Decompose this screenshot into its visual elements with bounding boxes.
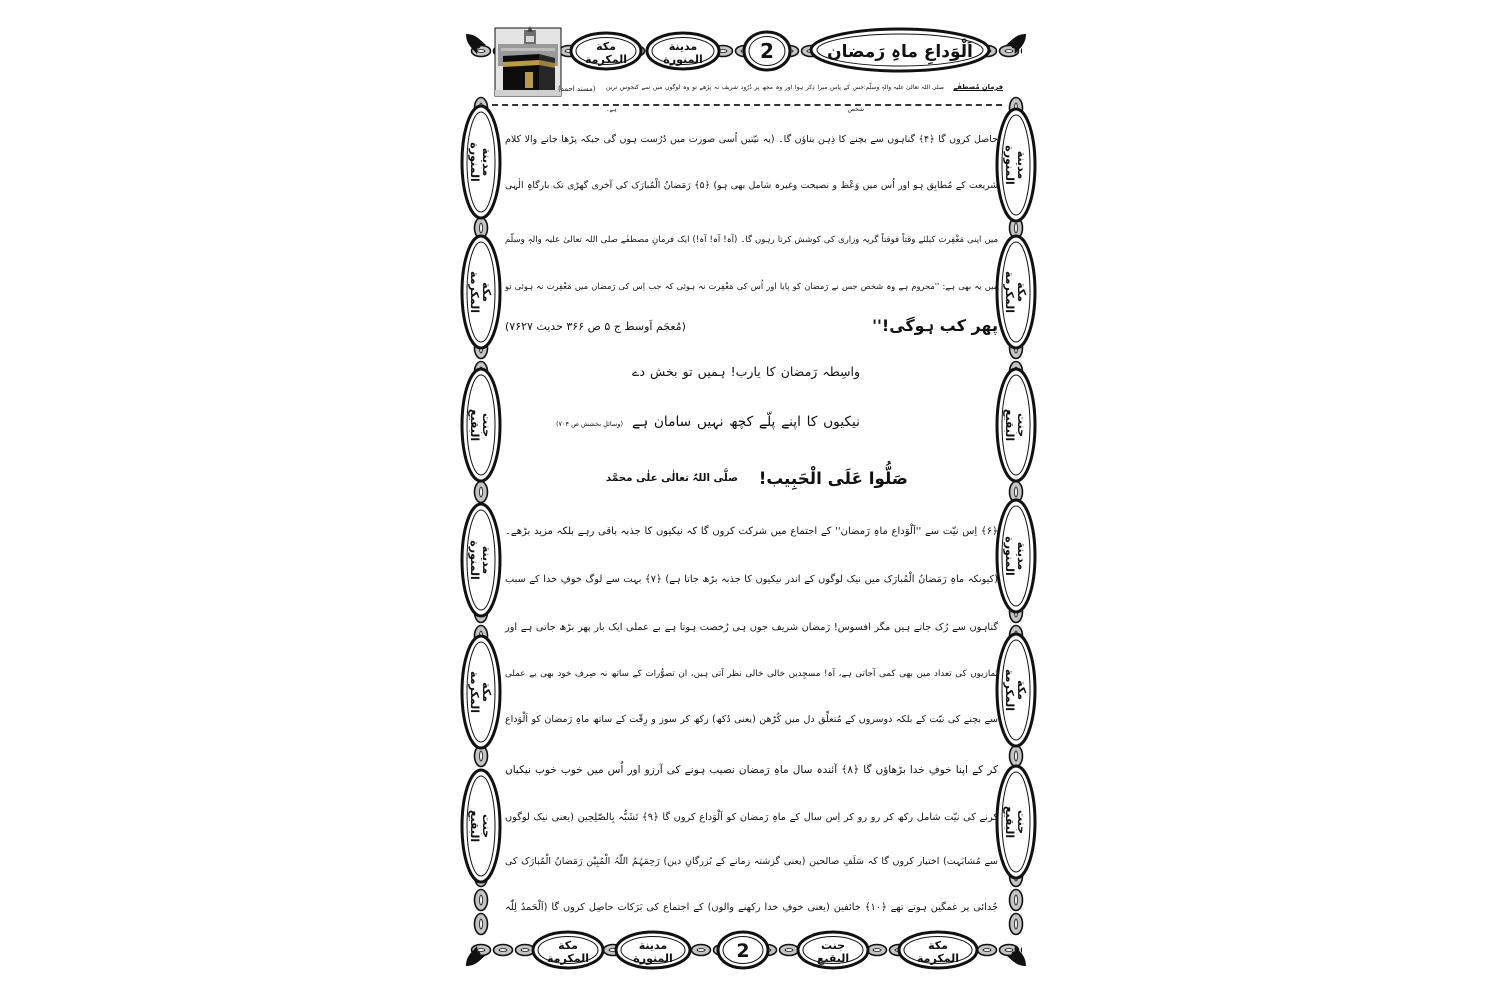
header-makkah-line1: مكة [596, 40, 616, 53]
kaaba-image [495, 26, 561, 96]
header-page-number-oval [744, 32, 790, 70]
poem-line-1: واسِطہ رَمضان کا یارب! ہمیں تو بخش دے [632, 364, 860, 379]
para2-line: (کیونکہ ماہِ رَمَضانُ الْمُبارَک میں نیک لوگوں کے اندر نیکیوں کا جذبہ بڑھ جاتا ہے) ﴿۷﴾ بہت سے لوگ خوفِ خدا کے سبب [505, 574, 998, 585]
para2-line: نَمازیوں کی تعداد میں بھی کمی آجاتی ہے، آہ! مسجِدیں خالی خالی نظر آتی ہیں، ان تصوُّرات کے ساتھ نہ صِرف خود بھی بے عملی [505, 669, 998, 679]
header-madina-line1: مدينة [668, 40, 698, 53]
left-oval-line2: المنورة [468, 540, 481, 580]
poem-reference: (وسائلِ بخشش ص ۷۰۴) [556, 420, 624, 428]
header-makkah-line2: المكرمة [585, 53, 627, 66]
right-oval-line2: المنورة [1003, 536, 1016, 576]
right-oval-line1: مكة [1015, 680, 1028, 700]
right-side-oval [997, 369, 1035, 481]
header-dashed-divider [492, 104, 1002, 106]
hadith-salutation: صلی اللہ تعالیٰ علیہ والہٖ وسلّم: [863, 84, 944, 91]
para1-line: میں اپنی مَغْفِرت کیلئے وقتاً فوقتاً گریہ وزاری کی کوشش کرتا رہوں گا۔ (آہ! آہ! آہ!) ایک فرمانِ مصطفٰے صلی اللہ تعالیٰ علیہ والہٖ وسلّم [505, 235, 998, 245]
para2-line: کر کے اپنا خوفِ خدا بڑھاؤں گا ﴿۸﴾ آئندہ سال ماہِ رَمضان نصیب ہونے کی آرزو اور اُس میں خوب خوب نیکیاں [505, 764, 998, 776]
para2-line: ﴿۶﴾ اِس نیّت سے ''اَلْوَداع ماہِ رَمضان'' کے اجتماع میں شرکت کروں گا کہ نیکیوں کا جذبہ باقی رہے بلکہ مزید بڑھے۔ [505, 526, 998, 537]
footer-madina-line2: المنورة [633, 952, 673, 965]
left-side-oval [462, 106, 500, 218]
footer-makkah-left-oval [533, 932, 603, 968]
footer-makkah-right-line1: مكة [928, 939, 948, 952]
left-oval-line1: جنت [480, 813, 493, 839]
header-madina-line2: المنورة [663, 53, 703, 66]
footer-makkah-left-line2: المكرمة [547, 952, 589, 965]
right-oval-line1: جنت [1015, 412, 1028, 438]
right-side-oval [997, 236, 1035, 348]
right-side-oval [997, 109, 1035, 221]
footer-baqi-line2: البقيع [816, 952, 850, 965]
left-side-oval [462, 369, 500, 481]
footer-baqi-oval [798, 932, 868, 968]
footer-baqi-line1: جنت [820, 939, 846, 952]
left-oval-line1: مدينة [480, 545, 493, 575]
right-oval-line1: مدينة [1015, 541, 1028, 571]
footer-madina-oval [616, 932, 690, 968]
left-side-oval [462, 504, 500, 616]
left-oval-line2: المكرمة [468, 271, 481, 313]
header-page-number: 2 [760, 39, 774, 63]
right-side-oval [997, 634, 1035, 746]
footer-page-number: 2 [736, 940, 750, 962]
para2-line: سے مُشابَہت) اختیار کروں گا کہ سَلَفِ صالحین (یعنی گزشتہ زمانے کے بُزرگانِ دین) رَحِمَہُمُ اللّٰہُ الْمُبِیْن رَمَضانُ الْمُبارَک کی [505, 856, 998, 867]
poem-line-2: نیکیوں کا اپنے پلّے کچھ نہیں سامان ہے [632, 414, 860, 430]
salawat-response: صلَّی اللہُ تعالٰی علٰی محمَّد [605, 472, 738, 484]
para2-line: کرنے کی نیّت شامل رکھ کر رو رو کر اِس سال کے ماہِ رَمضان کو اَلْوَداع کروں گا ﴿۹﴾ تَشَبُّہ بِالصّٰلِحِین (یعنی نیک لوگوں [505, 812, 998, 823]
left-oval-line2: البقيع [468, 408, 481, 442]
right-side-oval [997, 766, 1035, 878]
left-side-oval [462, 636, 500, 748]
para2-line: جُدائی پر غمگین ہوتے تھے ﴿۱۰﴾ خائفین (یعنی خوفِ خدا رکھنے والوں) کے اجتماع کی بَرَکات حاصِل کروں گا (اَلْحَمدُ لِلّٰہ [505, 902, 998, 913]
para1-reference: (مُعجَم اَوسط ج ۵ ص ۳۶۶ حدیث ۷۶۲۷) [505, 320, 686, 333]
header-title: اَلْوَداعِ ماہِ رَمضان [827, 42, 973, 62]
left-side-oval [462, 770, 500, 882]
right-oval-line2: المنورة [1003, 145, 1016, 185]
right-oval-line1: جنت [1015, 809, 1028, 835]
hadith-label: فرمانِ مُصطفٰے [953, 83, 1003, 91]
para1-line: حاصل کروں گا ﴿۴﴾ گناہوں سے بچنے کا ذِہن بناؤں گا۔ (یہ نیّتیں اُسی صورت میں دُرُست ہوں گی جبکہ پڑھا جانے والا کلام [505, 134, 998, 145]
left-oval-line1: مكة [480, 282, 493, 302]
left-oval-line1: مكة [480, 682, 493, 702]
left-oval-line2: المكرمة [468, 671, 481, 713]
para1-last-line: پھر کب ہوگی!'' [872, 316, 998, 335]
header-title-oval [811, 29, 989, 71]
hadith-source: (مسند احمد) [558, 85, 596, 93]
para1-line: میں یہ بھی ہے: ''محروم ہے وہ شخص جس نے رَمضان کو پایا اور اُس کی مَغْفِرت نہ ہوئی کہ جب اِس کی رَمضان میں مَغْفِرت نہ ہوئی تو [505, 281, 998, 291]
footer-madina-line1: مدينة [638, 939, 668, 952]
right-oval-line2: البقيع [1003, 408, 1016, 442]
para1-line: شریعت کے مُطابِق ہو اور اُس میں وَعْظ و نصیحت وغیرہ شامل بھی ہو) ﴿۵﴾ رَمَضانُ الْمُبارَک کی آخری گھڑی تک بارگاہِ الٰہی [505, 180, 999, 191]
footer-makkah-right-line2: المكرمة [917, 952, 959, 965]
hadith-text: جس کے پاس میرا ذِکر ہوا اور وہ مجھ پر دُرُود شریف نہ پڑھے تو وہ لوگوں میں سے کنجوس ترین شخص ہے۔ [606, 84, 864, 113]
para2-line: سے بچنے کی نیّت کے بلکہ دوسروں کے مُتعلِّق دل میں کُڑھن (یعنی دُکھ) رکھ کر سوز و رِقّت کے ساتھ ماہِ رَمضان کو اَلْوَداع [505, 714, 998, 725]
salawat-call: صَلُّوا عَلَی الْحَبِیب! [758, 468, 908, 488]
header-makkah-oval [571, 33, 641, 69]
left-side-oval [462, 236, 500, 348]
footer-page-number-oval [718, 932, 768, 968]
left-oval-line2: البقيع [468, 809, 481, 843]
right-oval-line2: المكرمة [1003, 669, 1016, 711]
right-oval-line1: مكة [1015, 282, 1028, 302]
right-oval-line2: المكرمة [1003, 271, 1016, 313]
para2-line: گناہوں سے رُک جاتے ہیں مگر افسوس! رَمضان شریف جوں ہی رُخصت ہوتا ہے بے عملی ایک بار پھر بڑھ جاتی ہے اور [505, 622, 998, 633]
right-oval-line1: مدينة [1015, 150, 1028, 180]
right-side-oval [997, 500, 1035, 612]
footer-makkah-right-oval [899, 932, 977, 968]
footer-makkah-left-line1: مكة [558, 939, 578, 952]
left-oval-line1: مدينة [480, 147, 493, 177]
header-madina-oval [647, 33, 719, 69]
left-oval-line2: المنورة [468, 142, 481, 182]
right-oval-line2: البقيع [1003, 805, 1016, 839]
left-oval-line1: جنت [480, 412, 493, 438]
